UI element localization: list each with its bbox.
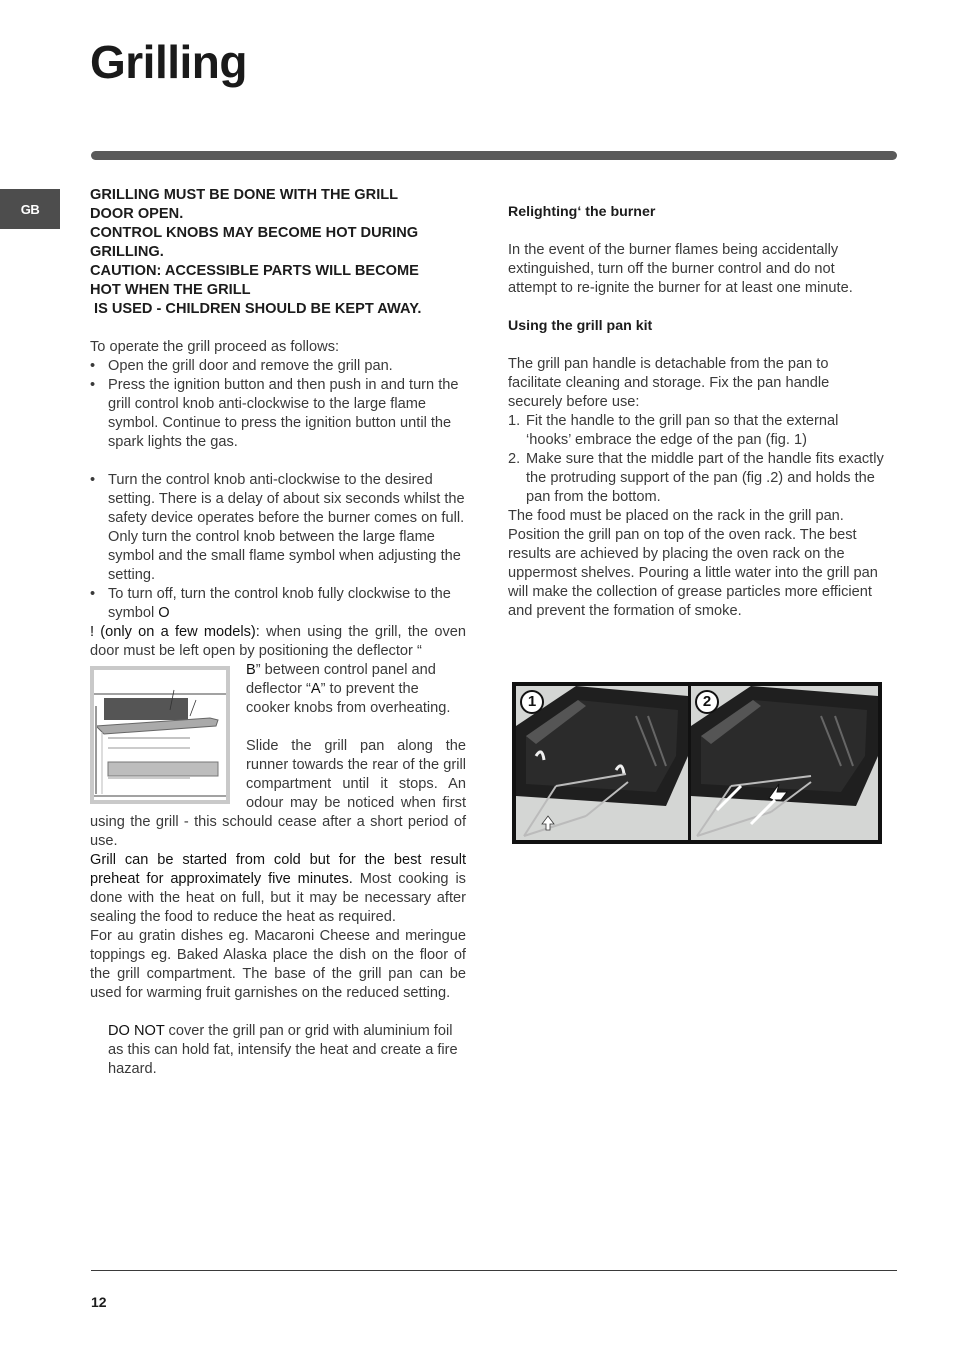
kit-intro: The grill pan handle is detachable from the pan to facilitate cleaning and storage. Fix the pan handle securely before use: bbox=[508, 356, 830, 410]
page-number: 12 bbox=[91, 1294, 107, 1310]
note-text: ” to prevent the cooker knobs from overheating. bbox=[246, 681, 451, 716]
gratin-paragraph: For au gratin dishes eg. Macaroni Cheese and meringue toppings eg. Baked Alaska place the dish on the floor of the grill compartment. The base of the grill pan can be used for warming fruit garnishes on the reduced setting. bbox=[90, 928, 466, 1001]
list-item: • Press the ignition button and then push in and turn the grill control knob anti-clockwise to the large flame symbol. Continue to press the ignition button until the spark lights the gas. bbox=[90, 376, 466, 452]
list-item bbox=[508, 412, 884, 450]
figure-2-label: 2 bbox=[695, 690, 719, 714]
deflector-block bbox=[90, 661, 466, 851]
left-column bbox=[90, 186, 466, 1079]
kit-heading: Using the grill pan kit bbox=[508, 318, 653, 334]
deflector-illustration bbox=[90, 666, 230, 804]
off-text: To turn off, turn the control knob fully clockwise to the symbol bbox=[108, 586, 451, 621]
language-tab: GB bbox=[0, 189, 60, 229]
label-b: B bbox=[246, 662, 256, 678]
right-column bbox=[508, 203, 884, 621]
step-number: 1. bbox=[508, 413, 521, 429]
step-number: 2. bbox=[508, 451, 521, 467]
food-paragraph: The food must be placed on the rack in the grill pan. Position the grill pan on top of the oven rack. The best results are achieved by placing the oven rack on the uppermost shelves. Pouring a little water into the grill pan will make the collection of grease particles more efficient and prevent the formation of smoke. bbox=[508, 508, 878, 619]
header-rule bbox=[91, 151, 897, 160]
step-text: Make sure that the middle part of the handle fits exactly the protruding support of the pan (fig .2) and holds the pan from the bottom. bbox=[526, 451, 884, 505]
warning-line: GRILLING. bbox=[90, 244, 164, 260]
warning-line: HOT WHEN THE GRILL bbox=[90, 282, 251, 298]
step-text: Fit the handle to the grill pan so that the external ‘hooks’ embrace the edge of the pan (fig. 1) bbox=[526, 413, 839, 448]
warning-line: CAUTION: ACCESSIBLE PARTS WILL BECOME bbox=[90, 263, 419, 279]
grill-pan-photo-2 bbox=[691, 686, 878, 840]
slide-paragraph: Slide the grill pan along the runner towards the rear of the grill compartment until it stops. An odour may be noticed when first using the grill - this schould cease after a short period of use. bbox=[90, 738, 466, 849]
page-title: Grilling bbox=[90, 36, 247, 88]
donot-lead: DO NOT bbox=[108, 1023, 165, 1039]
relight-paragraph: In the event of the burner flames being accidentally extinguished, turn off the burner control and do not attempt to re-ignite the burner for at least one minute. bbox=[508, 242, 853, 296]
donot-paragraph bbox=[90, 1022, 466, 1079]
note-lead: ! (only on a few models): bbox=[90, 624, 260, 640]
grill-pan-photo-1 bbox=[516, 686, 688, 840]
grill-pan-figures bbox=[512, 682, 882, 844]
note-paragraph bbox=[90, 623, 466, 661]
label-a: A bbox=[310, 681, 321, 697]
donot-text: cover the grill pan or grid with aluminium foil as this can hold fat, intensify the heat and create a fire hazard. bbox=[108, 1023, 458, 1077]
steps-list-a bbox=[90, 357, 466, 452]
preheat-text: Most cooking is done with the heat on full, but it may be necessary after sealing the food to reduce the heat as required. bbox=[90, 871, 466, 925]
list-item bbox=[508, 450, 884, 507]
safety-warning bbox=[90, 186, 466, 319]
list-item bbox=[90, 585, 466, 623]
warning-line: CONTROL KNOBS MAY BECOME HOT DURING bbox=[90, 225, 419, 241]
figure-1-label: 1 bbox=[520, 690, 544, 714]
warning-line: DOOR OPEN. bbox=[90, 206, 184, 222]
footer-rule bbox=[91, 1270, 897, 1271]
warning-line: IS USED - CHILDREN SHOULD BE KEPT AWAY. bbox=[90, 301, 422, 317]
intro-text: To operate the grill proceed as follows: bbox=[90, 339, 340, 355]
note-text: when using the grill, the oven door must be left open by positioning the deflector “ bbox=[90, 624, 466, 659]
warning-line: GRILLING MUST BE DONE WITH THE GRILL bbox=[90, 187, 399, 203]
list-item: • Open the grill door and remove the grill pan. bbox=[90, 357, 466, 376]
off-symbol: O bbox=[158, 605, 170, 621]
preheat-lead: Grill can be started from cold but for the best result preheat for approximately five minutes. bbox=[90, 852, 466, 887]
kit-steps bbox=[508, 412, 884, 507]
preheat-paragraph bbox=[90, 851, 466, 927]
note-text: ” between control panel and deflector “ bbox=[246, 662, 436, 697]
figure-2 bbox=[691, 686, 878, 840]
steps-list-b bbox=[90, 471, 466, 623]
list-item: • Turn the control knob anti-clockwise to the desired setting. There is a delay of about six seconds whilst the safety device operates before the burner comes on full. Only turn the control knob between the large flame symbol and the small flame symbol when adjusting the setting. bbox=[90, 471, 466, 585]
relight-heading: Relighting‘ the burner bbox=[508, 204, 656, 220]
figure-1 bbox=[516, 686, 688, 840]
deflector-figure bbox=[90, 666, 230, 804]
